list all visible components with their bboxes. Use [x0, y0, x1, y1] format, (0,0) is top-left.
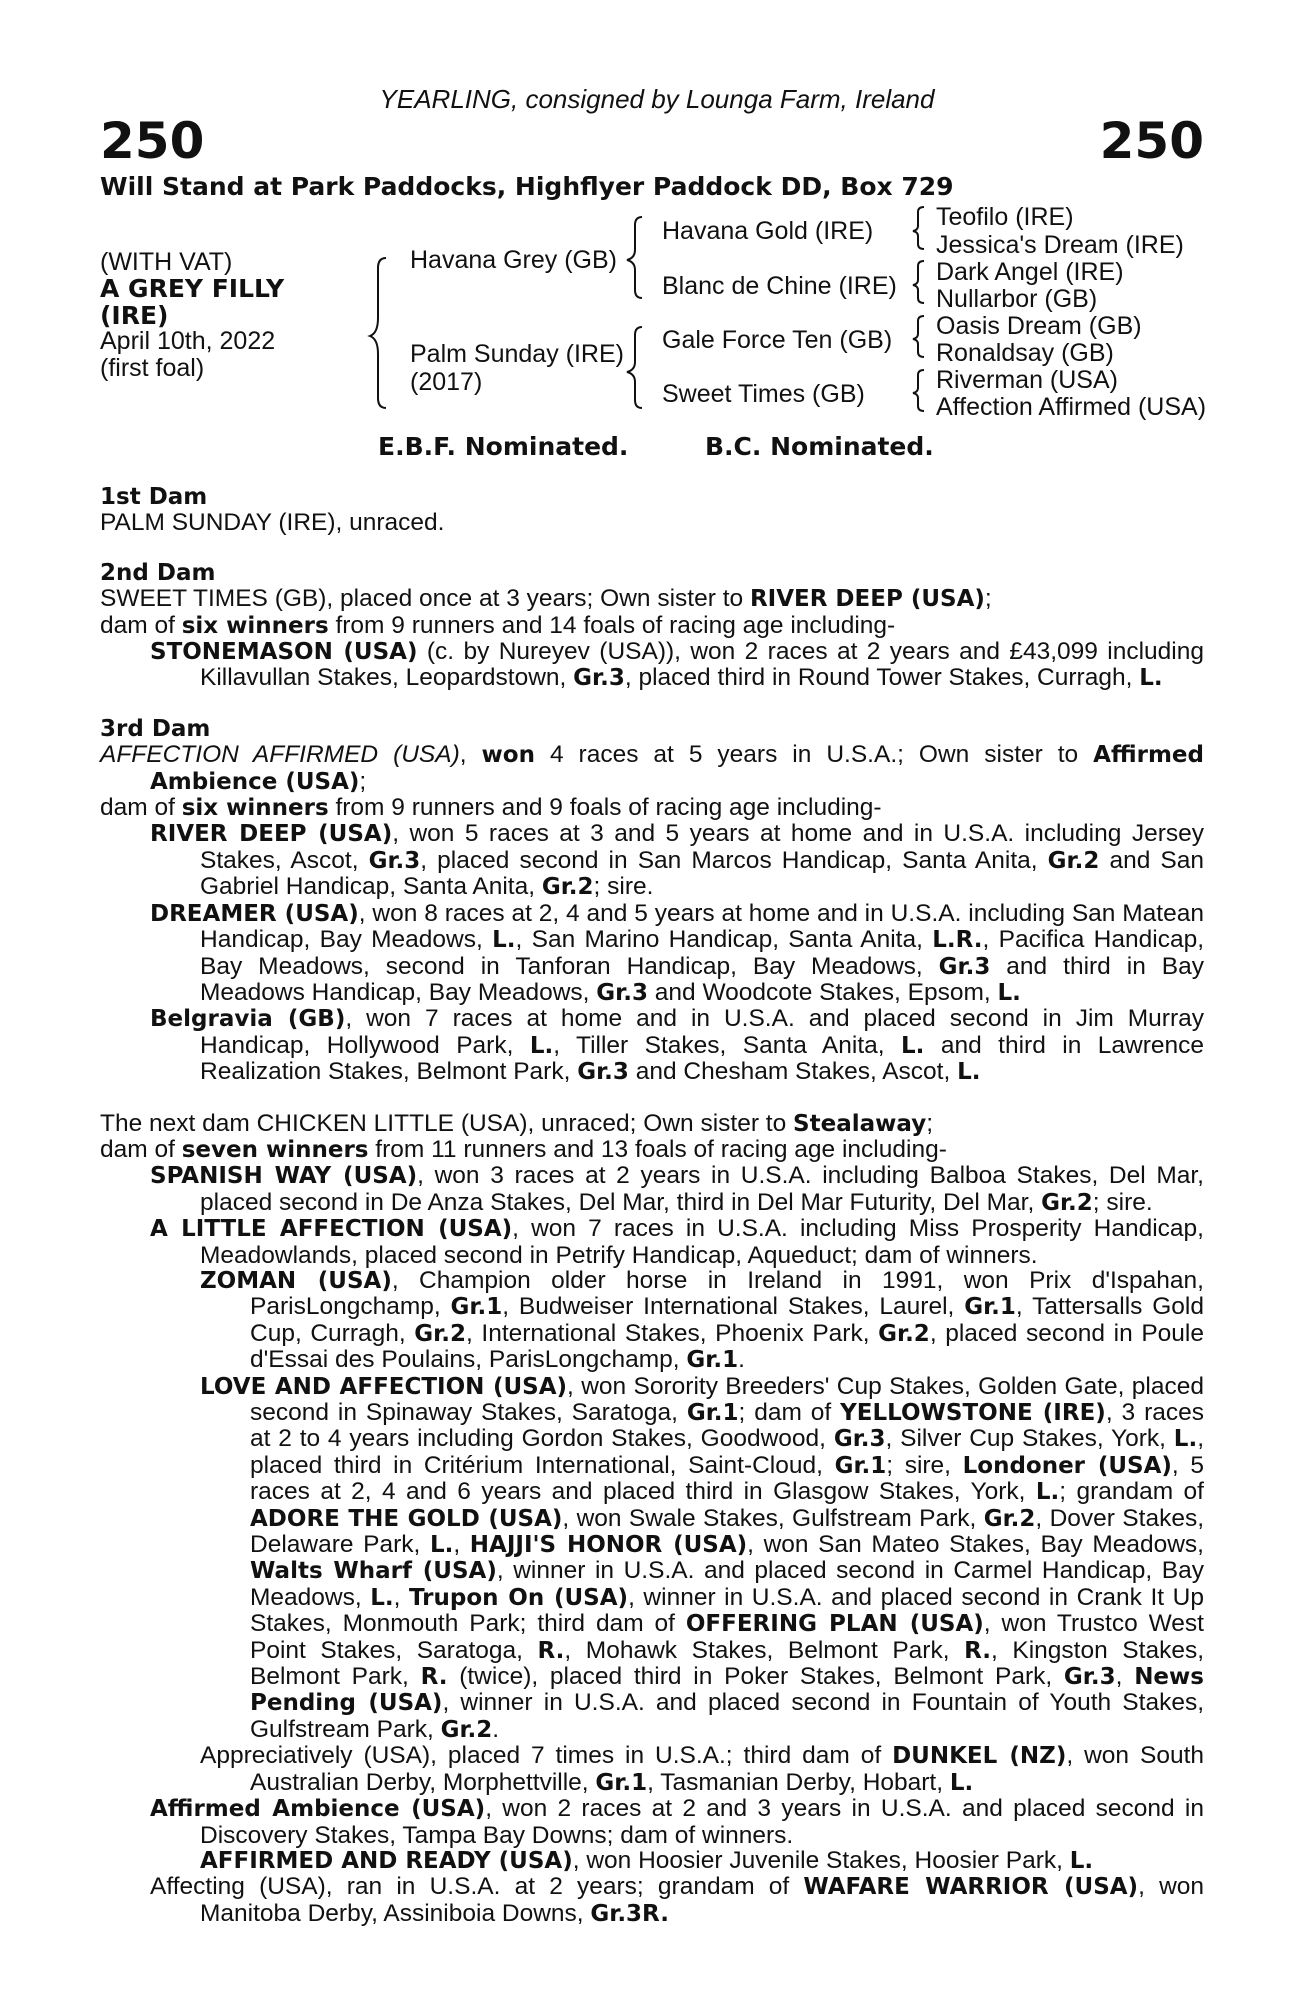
entry-appreciatively: Appreciatively (USA), placed 7 times in U.S.A.; third dam of DUNKEL (NZ), won South Australian Derby, Morphettville, Gr.1, Tasmanian Derby, Hobart, L.	[200, 1742, 1205, 1796]
first-dam-text: PALM SUNDAY (IRE), unraced.	[100, 509, 445, 537]
third-dam-heading: 3rd Dam	[100, 715, 211, 742]
entry-a-little-affection: A LITTLE AFFECTION (USA), won 7 races in U.S.A. including Miss Prosperity Handicap, Meadowlands, placed second in Petrify Handicap, Aqueduct; dam of winners.	[150, 1215, 1204, 1269]
gg-1: Teofilo (IRE)	[936, 203, 1074, 231]
gg-4: Nullarbor (GB)	[936, 285, 1098, 313]
gg-8: Affection Affirmed (USA)	[936, 393, 1207, 421]
vat-note: (WITH VAT)	[100, 248, 233, 276]
horse-country: (IRE)	[100, 301, 169, 330]
entry-zoman: ZOMAN (USA), Champion older horse in Ireland in 1991, won Prix d'Ispahan, ParisLongchamp, Gr.1, Budweiser International Stakes, Laurel, Gr.1, Tattersalls Gold Cup, Curragh, Gr.2, International Stakes, Phoenix Park, Gr.2, placed second in Poule d'Essai des Poulains, ParisLongchamp, Gr.1.	[200, 1266, 1204, 1374]
dam: Palm Sunday (IRE)	[410, 340, 624, 368]
entry-river-deep: RIVER DEEP (USA), won 5 races at 3 and 5 years at home and in U.S.A. including Jersey Stakes, Ascot, Gr.3, placed second in San Marcos Handicap, Santa Anita, Gr.2 and San Gabriel Handicap, Santa Anita, Gr.2; sire.	[150, 820, 1204, 901]
dam-year: (2017)	[410, 368, 483, 396]
second-dam-line: SWEET TIMES (GB), placed once at 3 years; Own sister to RIVER DEEP (USA);	[100, 585, 992, 613]
entry-affirmed-ambience: Affirmed Ambience (USA), won 2 races at 2 and 3 years in U.S.A. and placed second in Discovery Stakes, Tampa Bay Downs; dam of winners.	[150, 1795, 1204, 1849]
entry-spanish-way: SPANISH WAY (USA), won 3 races at 2 years in U.S.A. including Balboa Stakes, Del Mar, placed second in De Anza Stakes, Del Mar, third in Del Mar Futurity, Del Mar, Gr.2; sire.	[150, 1162, 1204, 1216]
third-dam-line: AFFECTION AFFIRMED (USA), won 4 races at 5 years in U.S.A.; Own sister to Affirmed Ambience (USA);	[100, 741, 1204, 795]
bc-nomination: B.C. Nominated.	[705, 432, 934, 461]
second-dam-heading: 2nd Dam	[100, 559, 216, 586]
horse-name: A GREY FILLY	[100, 274, 285, 303]
entry-dreamer: DREAMER (USA), won 8 races at 2, 4 and 5 years at home and in U.S.A. including San Matean Handicap, Bay Meadows, L., San Marino Handicap, Santa Anita, L.R., Pacifica Handicap, Bay Meadows, second in Tanforan Handicap, Bay Meadows, Gr.3 and third in Bay Meadows Handicap, Bay Meadows, Gr.3 and Woodcote Stakes, Epsom, L.	[150, 899, 1205, 1006]
lot-number-left: 250	[100, 112, 205, 170]
gg-7: Riverman (USA)	[936, 366, 1118, 394]
foaling-date: April 10th, 2022	[100, 327, 276, 355]
gg-6: Ronaldsay (GB)	[936, 339, 1114, 367]
gg-2: Jessica's Dream (IRE)	[936, 231, 1184, 259]
entry-love-and-affection: LOVE AND AFFECTION (USA), won Sorority Breeders' Cup Stakes, Golden Gate, placed second in Spinaway Stakes, Saratoga, Gr.1; dam of YELLOWSTONE (IRE), 3 races at 2 to 4 years including Gordon Stakes, Goodwood, Gr.3, Silver Cup Stakes, York, L., placed third in Critérium International, Saint-Cloud, Gr.1; sire, Londoner (USA), 5 races at 2, 4 and 6 years and placed third in Glasgow Stakes, York, L.; grandam of ADORE THE GOLD (USA), won Swale Stakes, Gulfstream Park, Gr.2, Dover Stakes, Delaware Park, L., HAJJI'S HONOR (USA), won San Mateo Stakes, Bay Meadows, Walts Wharf (USA), winner in U.S.A. and placed second in Carmel Handicap, Bay Meadows, L., Trupon On (USA), winner in U.S.A. and placed second in Crank It Up Stakes, Monmouth Park; third dam of OFFERING PLAN (USA), won Trustco West Point Stakes, Saratoga, R., Mohawk Stakes, Belmont Park, R., Kingston Stakes, Belmont Park, R. (twice), placed third in Poker Stakes, Belmont Park, Gr.3, News Pending (USA), winner in U.S.A. and placed second in Fountain of Youth Stakes, Gulfstream Park, Gr.2.	[200, 1372, 1205, 1743]
entry-affecting: Affecting (USA), ran in U.S.A. at 2 years; grandam of WAFARE WARRIOR (USA), won Manitoba Derby, Assiniboia Downs, Gr.3R.	[150, 1873, 1205, 1927]
foal-note: (first foal)	[100, 354, 205, 382]
entry-affirmed-and-ready: AFFIRMED AND READY (USA), won Hoosier Juvenile Stakes, Hoosier Park, L.	[200, 1846, 1094, 1874]
gg-5: Oasis Dream (GB)	[936, 312, 1142, 340]
sire: Havana Grey (GB)	[410, 246, 618, 274]
entry-belgravia: Belgravia (GB), won 7 races at home and in U.S.A. and placed second in Jim Murray Handicap, Hollywood Park, L., Tiller Stakes, Santa Anita, L. and third in Lawrence Realization Stakes, Belmont Park, Gr.3 and Chesham Stakes, Ascot, L.	[150, 1005, 1204, 1086]
stand-location: Will Stand at Park Paddocks, Highflyer Paddock DD, Box 729	[100, 172, 954, 201]
consignment-line: YEARLING, consigned by Lounga Farm, Ireland	[379, 84, 935, 114]
gg-3: Dark Angel (IRE)	[936, 258, 1124, 286]
dam-sire: Gale Force Ten (GB)	[662, 326, 893, 354]
sire-sire: Havana Gold (IRE)	[662, 217, 874, 245]
ebf-nomination: E.B.F. Nominated.	[378, 432, 629, 461]
next-dam-line: The next dam CHICKEN LITTLE (USA), unraced; Own sister to Stealaway;	[100, 1109, 933, 1137]
third-dam-produce: dam of six winners from 9 runners and 9 foals of racing age including-	[100, 794, 882, 822]
next-dam-produce: dam of seven winners from 11 runners and 13 foals of racing age including-	[100, 1135, 947, 1163]
dam-dam: Sweet Times (GB)	[662, 380, 865, 408]
pedigree-braces	[0, 0, 1314, 420]
sire-dam: Blanc de Chine (IRE)	[662, 272, 897, 300]
entry-stonemason: STONEMASON (USA) (c. by Nureyev (USA)), won 2 races at 2 years and £43,099 including Killavullan Stakes, Leopardstown, Gr.3, placed third in Round Tower Stakes, Curragh, L.	[150, 638, 1204, 692]
lot-number-right: 250	[1099, 112, 1204, 170]
second-dam-produce: dam of six winners from 9 runners and 14 foals of racing age including-	[100, 611, 896, 639]
dam-records	[100, 485, 1204, 1927]
first-dam-heading: 1st Dam	[100, 484, 208, 510]
